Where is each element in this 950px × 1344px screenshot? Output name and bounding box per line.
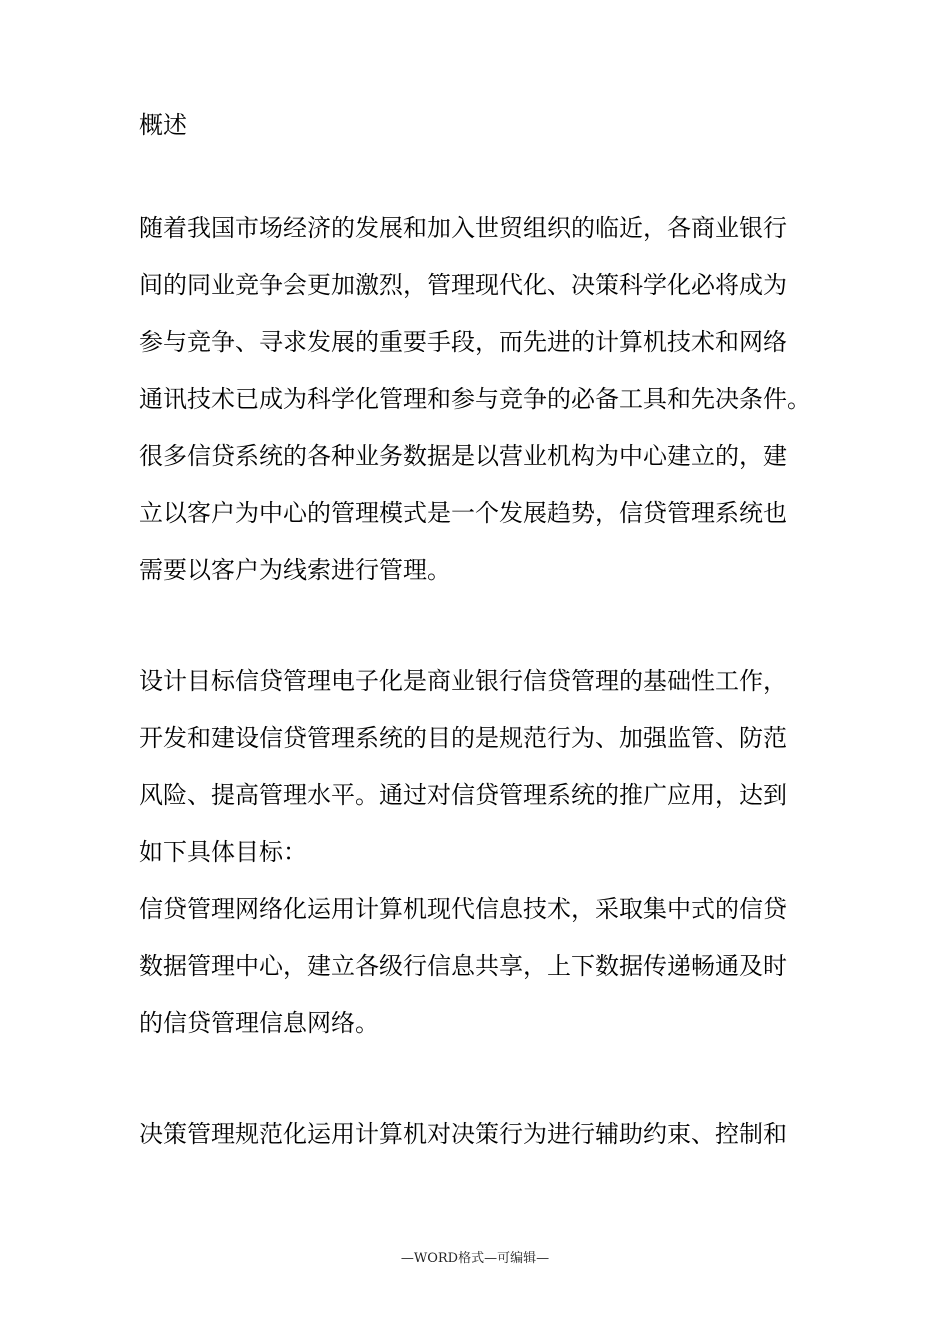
paragraph-line: 立以客户为中心的管理模式是一个发展趋势，信贷管理系统也	[139, 499, 787, 527]
paragraph-line: 风险、提高管理水平。通过对信贷管理系统的推广应用，达到	[139, 781, 787, 809]
paragraph-line: 很多信贷系统的各种业务数据是以营业机构为中心建立的，建	[139, 442, 787, 470]
paragraph-line: 如下具体目标：	[139, 838, 307, 866]
paragraph-line: 开发和建设信贷管理系统的目的是规范行为、加强监管、防范	[139, 724, 787, 752]
paragraph-line: 间的同业竞争会更加激烈，管理现代化、决策科学化必将成为	[139, 271, 787, 299]
paragraph-line: 决策管理规范化运用计算机对决策行为进行辅助约束、控制和	[139, 1120, 787, 1148]
paragraph-line: 参与竞争、寻求发展的重要手段，而先进的计算机技术和网络	[139, 328, 787, 356]
paragraph-line: 随着我国市场经济的发展和加入世贸组织的临近，各商业银行	[139, 214, 787, 242]
page-footer: —WORD格式—可编辑—	[400, 1251, 550, 1266]
paragraph-line: 设计目标信贷管理电子化是商业银行信贷管理的基础性工作，	[139, 667, 787, 695]
document-heading: 概述	[139, 111, 187, 139]
paragraph-line: 数据管理中心，建立各级行信息共享，上下数据传递畅通及时	[139, 952, 787, 980]
paragraph-line: 需要以客户为线索进行管理。	[139, 556, 451, 584]
paragraph-line: 通讯技术已成为科学化管理和参与竞争的必备工具和先决条件。	[139, 385, 811, 413]
paragraph-line: 的信贷管理信息网络。	[139, 1009, 379, 1037]
paragraph-line: 信贷管理网络化运用计算机现代信息技术，采取集中式的信贷	[139, 895, 787, 923]
